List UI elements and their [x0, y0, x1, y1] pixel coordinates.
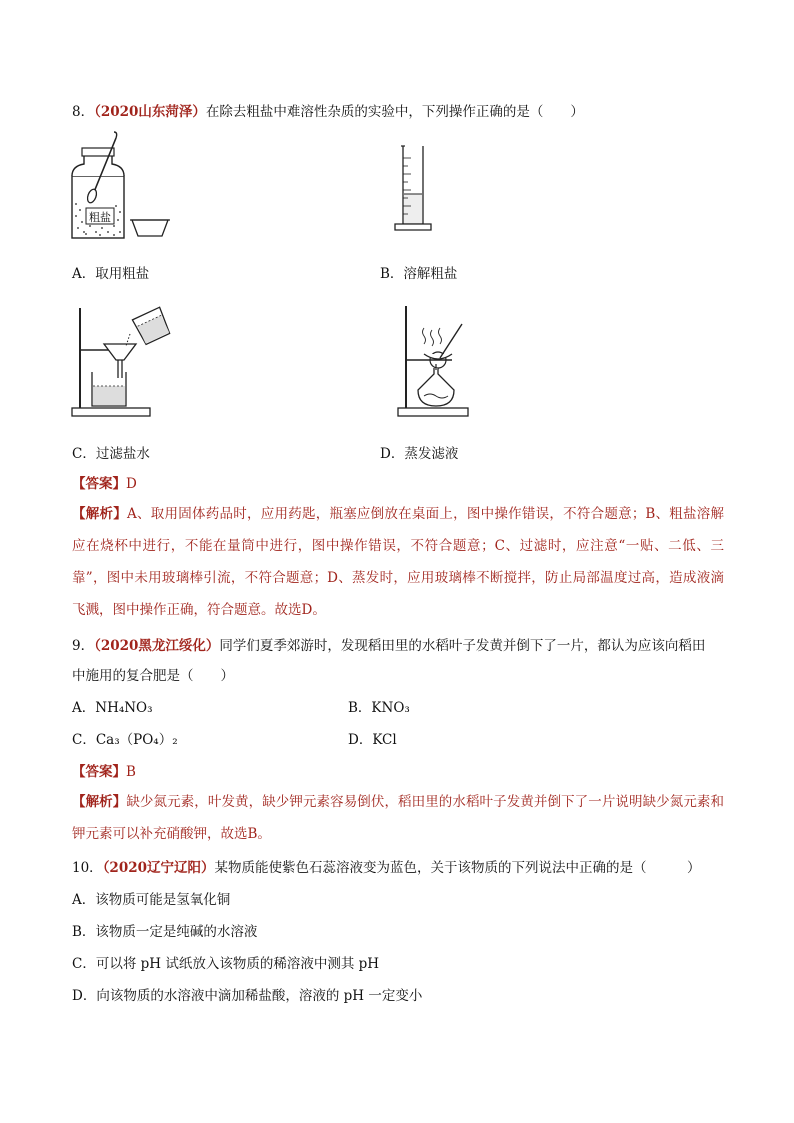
question-number: 9． — [72, 638, 95, 654]
question-source: （2020辽宁辽阳） — [102, 860, 215, 876]
q9-option-a — [72, 696, 153, 716]
question-source: （2020黑龙江绥化） — [94, 638, 220, 654]
q8-option-d: D．蒸发滤液 — [380, 446, 459, 462]
figure-d-evaporation-setup — [396, 304, 476, 418]
q8-analysis — [72, 498, 724, 626]
question-stem: 在除去粗盐中难溶性杂质的实验中，下列操作正确的是（ ） — [205, 104, 584, 120]
q10-option-a: A．该物质可能是氢氧化铜 — [72, 892, 231, 908]
option-prefix: C． — [72, 732, 96, 748]
q8-option-c: C．过滤盐水 — [72, 446, 150, 462]
q10-option-d: D．向该物质的水溶液中滴加稀盐酸，溶液的 pH 一定变小 — [72, 988, 423, 1004]
q10-option-c: C．可以将 pH 试纸放入该物质的稀溶液中测其 pH — [72, 956, 380, 972]
question-stem: 同学们夏季郊游时，发现稻田里的水稻叶子发黄并倒下了一片，都认为应该向稻田 — [219, 638, 706, 654]
analysis-text: A、取用固体药品时，应用药匙，瓶塞应倒放在桌面上，图中操作错误，不符合题意；B、粗盐溶解应在烧杯中进行，不能在量筒中进行，图中操作错误，不符合题意；C、过滤时，应注意“一贴、二低、三靠”，图中未用玻璃棒引流，不符合题意；D、蒸发时，应用玻璃棒不断搅拌，防止局部温度过高，造成液滴飞溅，图中操作正确，符合题意。故选D。 — [72, 506, 725, 618]
option-formula: KNO₃ — [371, 700, 410, 716]
answer-value: D — [126, 476, 137, 492]
analysis-text: 缺少氮元素，叶发黄，缺少钾元素容易倒伏，稻田里的水稻叶子发黄并倒下了一片说明缺少氮元素和钾元素可以补充硝酸钾，故选B。 — [72, 794, 725, 842]
analysis-tag: 【解析】 — [72, 506, 127, 522]
q9-analysis — [72, 786, 724, 850]
question-number: 8． — [72, 104, 95, 120]
q8-option-b: B．溶解粗盐 — [380, 266, 458, 282]
analysis-tag: 【解析】 — [72, 794, 127, 810]
q9-answer — [72, 760, 136, 780]
figure-a-reagent-bottle — [70, 132, 170, 244]
option-formula: Ca₃（PO₄）₂ — [95, 732, 178, 748]
figure-c-filtration-setup — [70, 298, 170, 420]
figure-a-bottle-label: 粗盐 — [89, 211, 111, 224]
q8-answer — [72, 472, 137, 492]
q9-stem-line1 — [72, 634, 705, 654]
q8-option-a: A．取用粗盐 — [72, 266, 150, 282]
q9-option-c — [72, 728, 178, 748]
answer-tag: 【答案】 — [72, 476, 126, 492]
question-source: （2020山东菏泽） — [94, 104, 206, 120]
q10-option-b: B．该物质一定是纯碱的水溶液 — [72, 924, 258, 940]
q9-option-b — [348, 696, 410, 716]
question-stem: 某物质能使紫色石蕊溶液变为蓝色，关于该物质的下列说法中正确的是（ ） — [214, 860, 701, 876]
q8-stem-line — [72, 100, 584, 120]
answer-value: B — [126, 764, 136, 780]
option-formula: KCl — [372, 732, 397, 748]
q9-stem-line2: 中施用的复合肥是（ ） — [72, 668, 234, 684]
q10-stem-line — [72, 856, 701, 876]
question-number: 10． — [72, 860, 103, 876]
answer-tag: 【答案】 — [72, 764, 126, 780]
q9-option-d — [348, 728, 397, 748]
option-prefix: D． — [348, 732, 373, 748]
option-prefix: B． — [348, 700, 372, 716]
figure-b-graduated-cylinder — [393, 144, 433, 236]
option-prefix: A． — [72, 700, 96, 716]
option-formula: NH₄NO₃ — [95, 700, 153, 716]
